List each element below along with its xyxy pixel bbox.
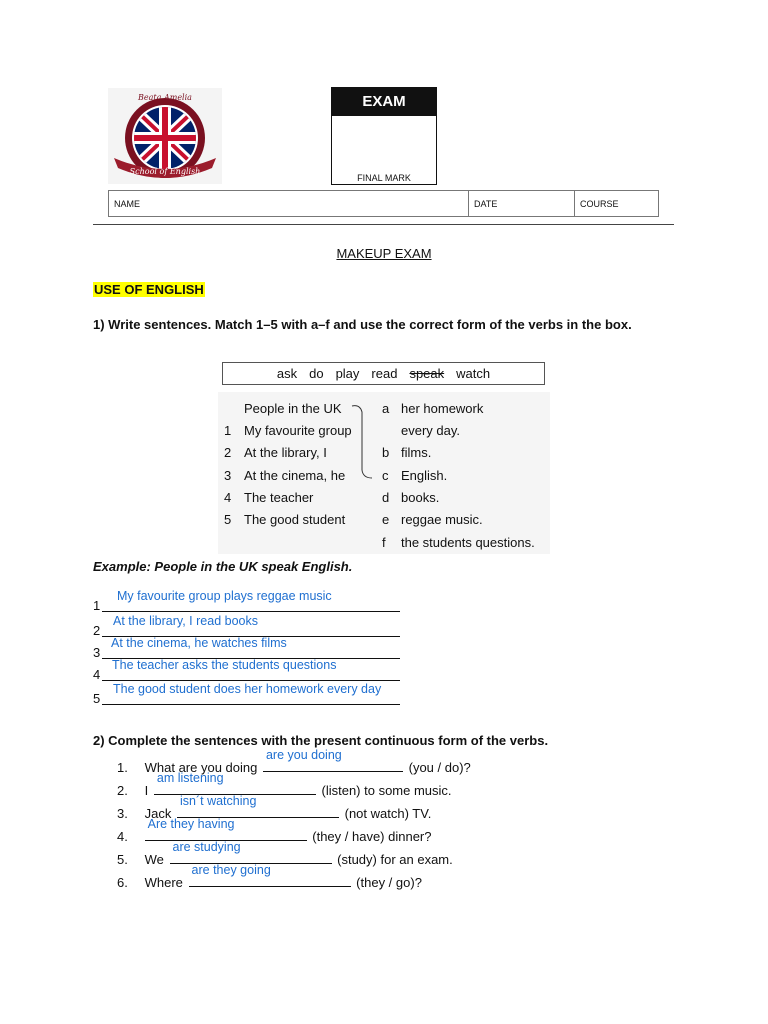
answer-text[interactable]: My favourite group plays reggae music (117, 589, 332, 603)
exam-label: EXAM (332, 88, 436, 116)
q2-blank[interactable] (177, 794, 339, 818)
right-item-letter: e (382, 512, 390, 527)
right-item-letter: f (382, 535, 386, 550)
course-label: COURSE (580, 199, 619, 209)
example-sentence: Example: People in the UK speak English. (93, 559, 353, 574)
q2-number: 6. (117, 875, 128, 890)
answer-row (93, 684, 413, 706)
svg-text:Beata Amelia: Beata Amelia (138, 93, 192, 102)
right-item-letter: d (382, 490, 390, 505)
q2-hint: (they / have) dinner? (312, 829, 432, 844)
verb: play (335, 366, 360, 381)
verb: watch (456, 366, 491, 381)
q2-number: 4. (117, 829, 128, 844)
q2-answer: are studying (172, 840, 241, 854)
answer-row (93, 638, 413, 660)
answer-line[interactable] (102, 704, 400, 705)
q2-prompt: What are you doing (144, 760, 258, 775)
q2-item (117, 771, 452, 802)
q2-prompt: Jack (144, 806, 172, 821)
right-item: English. (401, 468, 448, 483)
divider (93, 224, 674, 225)
q2-hint: (they / go)? (356, 875, 422, 890)
right-item: films. (401, 445, 432, 460)
q2-answer: am listening (156, 771, 224, 785)
section-heading: USE OF ENGLISH (94, 282, 204, 297)
left-item: People in the UK (244, 401, 342, 416)
answer-number: 5 (93, 691, 101, 706)
date-label: DATE (474, 199, 498, 209)
q2-answer: isn´t watching (179, 794, 257, 808)
left-item: My favourite group (244, 423, 352, 438)
verb-box (222, 362, 545, 385)
exam-mark-box (331, 87, 437, 185)
date-field[interactable] (468, 191, 574, 216)
answer-text[interactable]: At the library, I read books (113, 614, 258, 628)
answer-text[interactable]: The teacher asks the students questions (112, 658, 337, 672)
q2-hint: (study) for an exam. (337, 852, 453, 867)
answer-row (93, 591, 413, 613)
verb: do (309, 366, 324, 381)
question-1-instruction: 1) Write sentences. Match 1–5 with a–f and use the correct form of the verbs in the box. (93, 317, 632, 332)
school-seal-icon (108, 88, 222, 184)
q2-hint: (listen) to some music. (321, 783, 452, 798)
q2-prompt: Where (144, 875, 183, 890)
q2-item (117, 840, 453, 871)
name-field[interactable] (109, 191, 468, 216)
answer-line[interactable] (102, 611, 400, 612)
left-item: The good student (244, 512, 346, 527)
right-item: her homework (401, 401, 484, 416)
right-item: the students questions. (401, 535, 535, 550)
svg-text:School of English: School of English (129, 167, 201, 176)
right-item: reggae music. (401, 512, 483, 527)
q2-blank[interactable] (154, 771, 316, 795)
answer-text[interactable]: At the cinema, he watches films (111, 636, 287, 650)
left-item: The teacher (244, 490, 314, 505)
q2-blank[interactable] (189, 863, 351, 887)
q2-blank[interactable] (263, 748, 403, 772)
matching-table (218, 392, 550, 554)
q2-number: 5. (117, 852, 128, 867)
answer-number: 4 (93, 667, 101, 682)
q2-number: 1. (117, 760, 128, 775)
q2-prompt: I (144, 783, 149, 798)
verb: ask (276, 366, 298, 381)
answer-row (93, 616, 413, 638)
q2-prompt: We (144, 852, 164, 867)
q2-item (117, 817, 432, 848)
answer-row (93, 660, 413, 682)
question-2-instruction: 2) Complete the sentences with the present continuous form of the verbs. (93, 733, 549, 748)
answer-number: 1 (93, 598, 101, 613)
answer-number: 3 (93, 645, 101, 660)
q2-hint: (not watch) TV. (344, 806, 432, 821)
right-item-letter: a (382, 401, 390, 416)
left-item: At the cinema, he (244, 468, 346, 483)
left-item-number: 1 (224, 423, 232, 438)
final-mark-label: FINAL MARK (357, 173, 411, 183)
q2-hint: (you / do)? (408, 760, 471, 775)
q2-item (117, 863, 422, 894)
school-logo (108, 88, 222, 184)
q2-number: 3. (117, 806, 128, 821)
verb: read (371, 366, 398, 381)
answer-text[interactable]: The good student does her homework every day (113, 682, 382, 696)
left-item: At the library, I (244, 445, 327, 460)
answer-line[interactable] (102, 680, 400, 681)
verb-struck: speak (409, 366, 445, 381)
q2-answer: are they going (191, 863, 271, 877)
left-item-number: 4 (224, 490, 232, 505)
answer-number: 2 (93, 623, 101, 638)
right-item: every day. (401, 423, 461, 438)
q2-blank[interactable] (145, 817, 307, 841)
name-label: NAME (114, 199, 141, 209)
q2-answer: are you doing (265, 748, 342, 762)
q2-blank[interactable] (170, 840, 332, 864)
page-title: MAKEUP EXAM (336, 246, 432, 261)
right-item-letter: b (382, 445, 390, 460)
left-item-number: 3 (224, 468, 232, 483)
match-connector-line (350, 404, 380, 484)
q2-answer: Are they having (147, 817, 235, 831)
left-item-number: 2 (224, 445, 232, 460)
left-item-number: 5 (224, 512, 232, 527)
student-info-row (108, 190, 659, 217)
right-item-letter: c (382, 468, 389, 483)
right-item: books. (401, 490, 440, 505)
q2-number: 2. (117, 783, 128, 798)
course-field[interactable] (574, 191, 658, 216)
